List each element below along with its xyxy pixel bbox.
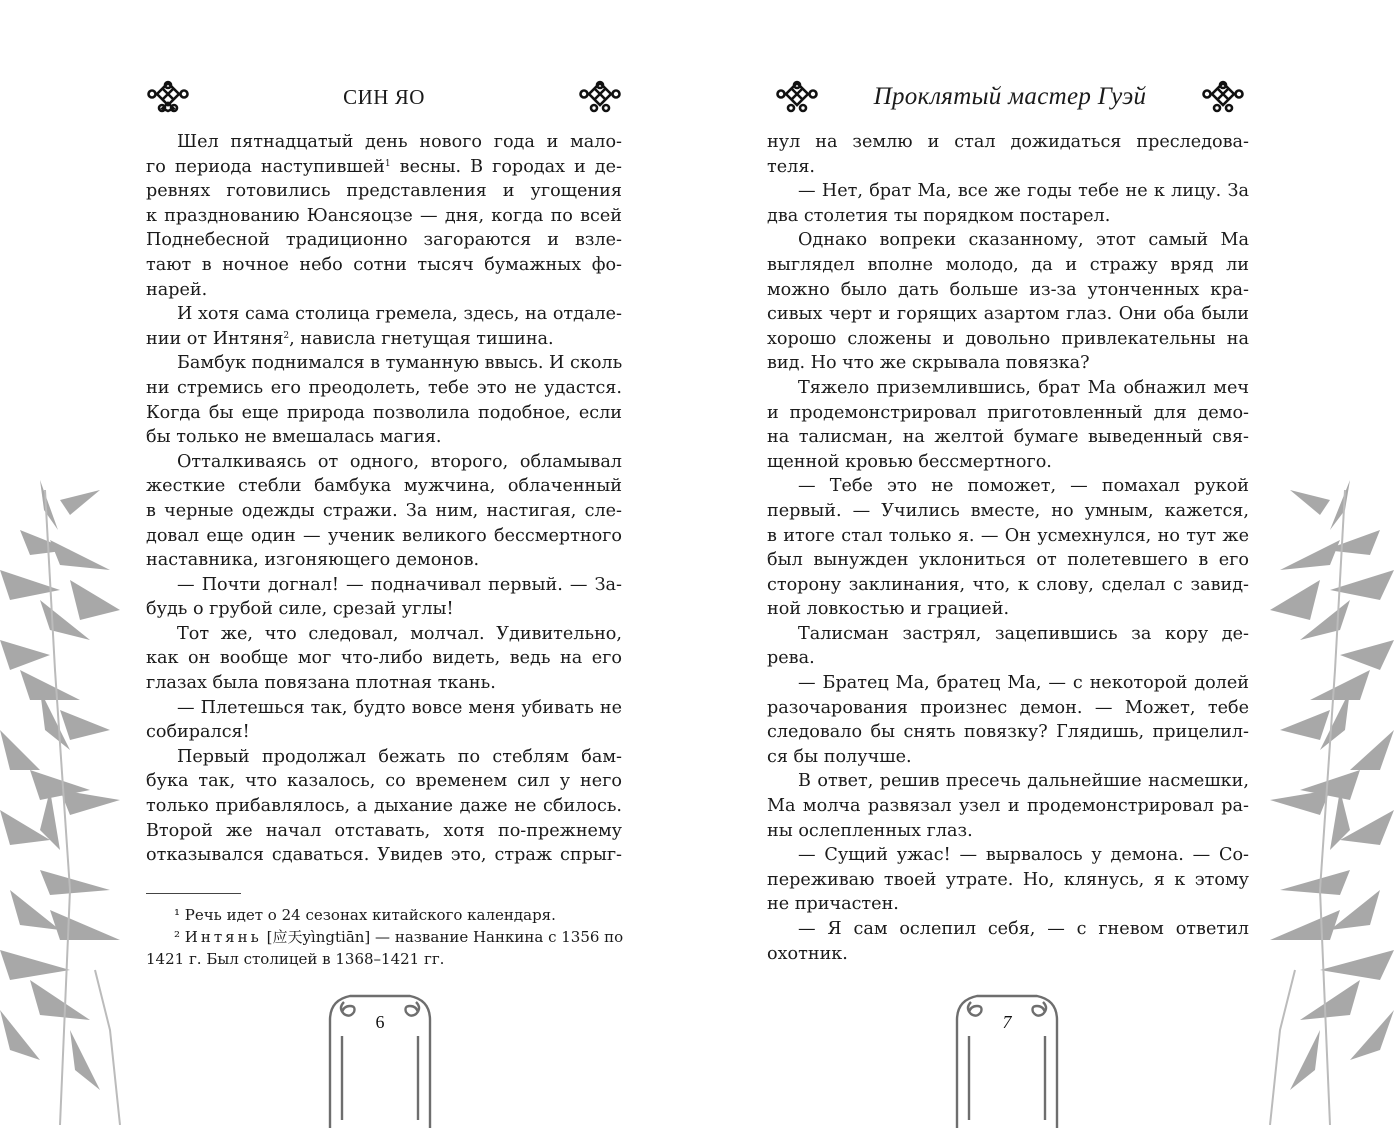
text-line: го периода наступившей$^1$ весны. В городах и де- <box>146 156 622 177</box>
text-line: Первый продолжал бежать по стеблям бам- <box>177 746 622 767</box>
text-line: — Я сам ослепил себя, — с гневом ответил <box>798 919 1249 939</box>
text-line: бука так, что казалось, со временем сил у него <box>146 771 622 792</box>
right-body-text <box>767 130 1249 966</box>
text-line: — Братец Ма, братец Ма, — с некоторой долей <box>798 673 1249 694</box>
text-line: нии от Интяня$^2$, нависла гнетущая тишина. <box>146 328 554 349</box>
text-line: собирался! <box>146 722 250 743</box>
text-line: охотник. <box>767 943 848 964</box>
text-line: — Сущий ужас! — вырвалось у демона. — Со- <box>798 845 1249 866</box>
text-line: разочарования произнес демон. — Может, тебе <box>767 697 1249 718</box>
text-line: Когда бы еще природа позволила подобное, если <box>146 402 622 423</box>
footnote-separator <box>146 893 241 894</box>
text-line: Отталкиваясь от одного, второго, обламывал <box>177 451 622 472</box>
text-line: жесткие стебли бамбука мужчина, облаченный <box>146 476 622 497</box>
footnote-1: ¹ Речь идет о 24 сезонах китайского календаря. <box>174 906 556 924</box>
bamboo-illustration <box>0 470 160 1125</box>
text-line: Однако вопреки сказанному, этот самый Ма <box>798 230 1249 251</box>
text-line: хорошо сложены и довольно привлекательны на <box>767 328 1249 349</box>
text-line: — Плетешься так, будто вовсе меня убивать не <box>177 697 622 718</box>
text-line: бы только не вмешалась магия. <box>146 427 442 448</box>
page-number: 7 <box>1002 1012 1012 1032</box>
text-line: сивых черт и горящих азартом глаз. Они оба были <box>767 304 1249 325</box>
endless-knot-icon <box>775 80 819 114</box>
text-line: к празднованию Юансяоцзе — дня, когда по всей <box>146 205 622 226</box>
text-line: глазах была повязана плотная ткань. <box>146 673 496 694</box>
text-line: нарей. <box>146 279 208 300</box>
page-number-frame <box>310 988 450 1128</box>
text-line: переживаю твоей утрате. Но, клянусь, я к этому <box>767 869 1249 890</box>
text-line: — Нет, брат Ма, все же годы тебе не к лицу. За <box>798 181 1249 202</box>
text-line: щенной кровью бессмертного. <box>767 451 1052 472</box>
text-line: следовало бы снять повязку? Глядишь, прицелил- <box>767 722 1249 743</box>
text-line: только прибавлялось, а дыхание даже не сбилось. <box>146 796 622 817</box>
endless-knot-icon <box>1201 80 1245 114</box>
page-number-frame <box>937 988 1077 1128</box>
text-line: как он вообще мог что-либо видеть, ведь на его <box>146 648 622 669</box>
text-line: И хотя сама столица гремела, здесь, на отдале- <box>177 304 622 325</box>
text-line: в черные одежды стражи. За ним, настигая, сле- <box>146 500 622 521</box>
left-running-header <box>146 80 622 114</box>
text-line: довал еще один — ученик великого бессмертного <box>146 525 622 546</box>
text-line: Второй же начал отставать, хотя по-прежнему <box>146 820 622 841</box>
running-title-author: СИН ЯО <box>343 84 425 109</box>
left-page <box>0 0 697 1125</box>
text-line: наставника, изгоняющего демонов. <box>146 550 480 571</box>
text-line: — Почти догнал! — подначивал первый. — За- <box>177 574 622 595</box>
bamboo-illustration <box>1230 470 1394 1125</box>
text-line: первый. — Учились вместе, но умным, кажется, <box>767 500 1249 521</box>
right-running-header <box>775 80 1245 114</box>
text-line: в итоге стал только я. — Он усмехнулся, но тут же <box>767 525 1249 546</box>
text-line: тают в ночное небо сотни тысяч бумажных фо- <box>146 254 622 275</box>
text-line: Бамбук поднимался в туманную ввысь. И сколь <box>177 353 623 374</box>
ornamental-frame <box>937 988 1077 1128</box>
left-body-text <box>146 130 622 868</box>
text-line: не причастен. <box>767 894 899 915</box>
right-page <box>697 0 1394 1125</box>
footnote-2: ² Интянь [应天yìngtiān] — название Нанкина с 1356 по <box>174 928 624 946</box>
text-line: сторону заклинания, что, к слову, сделал с завид- <box>767 574 1249 595</box>
text-line: будь о грубой силе, срезай углы! <box>146 599 454 620</box>
text-line: Ма молча развязал узел и продемонстрировал ра- <box>767 796 1249 817</box>
text-line: можно было дать больше из-за утонченных кра- <box>767 279 1249 300</box>
endless-knot-icon <box>146 80 190 114</box>
endless-knot-icon <box>578 80 622 114</box>
text-line: ной ловкостью и грацией. <box>767 599 1010 620</box>
text-line: Талисман застрял, зацепившись за кору де- <box>798 623 1249 644</box>
text-line: отказывался сдаваться. Увидев это, страж спрыг- <box>146 845 622 866</box>
text-line: ни стремись его преодолеть, тебе это не удастся. <box>146 377 622 398</box>
text-line: нул на землю и стал дожидаться преследова- <box>767 132 1249 152</box>
text-line: Тяжело приземлившись, брат Ма обнажил меч <box>798 377 1249 398</box>
page-number: 6 <box>375 1012 385 1032</box>
text-line: рева. <box>767 648 815 669</box>
text-line: два столетия ты порядком постарел. <box>767 205 1111 226</box>
text-line: теля. <box>767 156 816 177</box>
text-line: Шел пятнадцатый день нового года и мало- <box>177 132 622 152</box>
text-line: был вынужден уклониться от полетевшего в его <box>767 550 1249 571</box>
running-title-book: Проклятый мастер Гуэй <box>873 83 1147 110</box>
text-line: — Тебе это не поможет, — помахал рукой <box>798 476 1249 497</box>
text-line: ревнях готовились представления и угощения <box>146 181 622 202</box>
text-line: выглядел вполне молодо, да и стражу вряд ли <box>767 254 1249 275</box>
footnote-2-continuation: 1421 г. Был столицей в 1368–1421 гг. <box>146 950 445 968</box>
text-line: на талисман, на желтой бумаге выведенный свя- <box>767 427 1249 448</box>
text-line: В ответ, решив пресечь дальнейшие насмешки, <box>798 771 1249 792</box>
text-line: и продемонстрировал приготовленный для демо- <box>767 402 1249 423</box>
text-line: Тот же, что следовал, молчал. Удивительно, <box>177 623 622 644</box>
ornamental-frame <box>310 988 450 1128</box>
text-line: ся бы получше. <box>767 746 912 767</box>
text-line: ны ослепленных глаз. <box>767 820 973 841</box>
text-line: Поднебесной традиционно загораются и взле- <box>146 230 622 251</box>
text-line: вид. Но что же скрывала повязка? <box>767 353 1090 374</box>
footnotes <box>146 904 622 970</box>
